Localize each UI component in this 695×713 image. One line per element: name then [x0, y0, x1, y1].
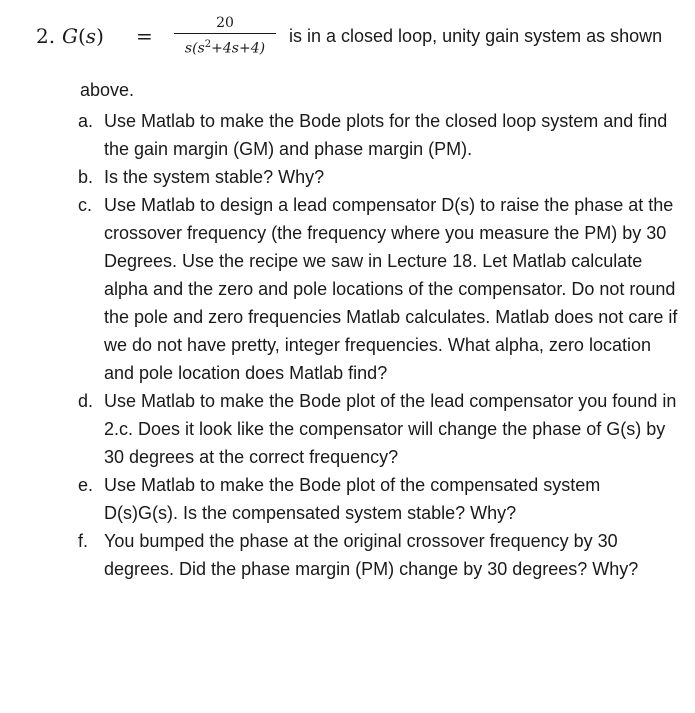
item-text: Is the system stable? Why? [104, 167, 325, 187]
transfer-function-fraction [174, 14, 276, 57]
fraction-bar [174, 33, 276, 34]
item-text: Use Matlab to design a lead compensator D(s) to raise the phase at the crossover frequency (the frequency where you measure the PM) by 30 Degrees. Use the recipe we saw in Lecture 18. Let Matlab calculate alpha and the zero and pole locations of the compensator. Do not round the pole and zero frequencies Matlab calculates. Matlab does not care if we do not have pretty, integer frequencies. What alpha, zero location and pole location does Matlab find? [104, 195, 678, 383]
denominator-exponent: 2 [204, 39, 212, 50]
sub-question-d [78, 387, 678, 471]
sub-question-b [78, 163, 678, 191]
item-marker: b. [78, 167, 94, 187]
item-marker: f. [78, 531, 89, 551]
sub-question-e [78, 471, 678, 527]
transfer-function-lhs [62, 24, 104, 48]
item-text: Use Matlab to make the Bode plot of the lead compensator you found in 2.c. Does it look like the compensator will change the phase of G(s) by 30 degrees at the correct frequency? [104, 391, 677, 467]
item-marker: d. [78, 391, 94, 411]
function-variable: s [85, 24, 97, 48]
denominator [174, 36, 276, 57]
item-text: Use Matlab to make the Bode plots for the closed loop system and find the gain margin (GM) and phase margin (PM). [104, 111, 668, 159]
item-text: You bumped the phase at the original crossover frequency by 30 degrees. Did the phase margin (PM) change by 30 degrees? Why? [104, 531, 639, 579]
problem-intro-continued: above. [80, 80, 135, 100]
sub-question-f [78, 527, 678, 583]
problem-number: 2. [36, 24, 56, 48]
problem-intro: is in a closed loop, unity gain system as shown [289, 26, 663, 46]
item-marker: a. [78, 111, 94, 131]
close-paren: ) [96, 24, 104, 48]
item-text: Use Matlab to make the Bode plot of the compensated system D(s)G(s). Is the compensated system stable? Why? [104, 475, 601, 523]
item-marker: c. [78, 195, 93, 215]
sub-question-c [78, 191, 678, 387]
item-marker: e. [78, 475, 94, 495]
sub-question-list [78, 107, 678, 583]
open-paren: ( [77, 24, 86, 48]
function-name: G [62, 24, 78, 48]
numerator: 20 [216, 15, 234, 31]
denominator-post: +4s+4) [211, 40, 266, 57]
denominator-pre: s(s [184, 40, 205, 57]
sub-question-a [78, 107, 678, 163]
problem-statement [36, 14, 676, 58]
equals-sign: = [136, 24, 153, 48]
